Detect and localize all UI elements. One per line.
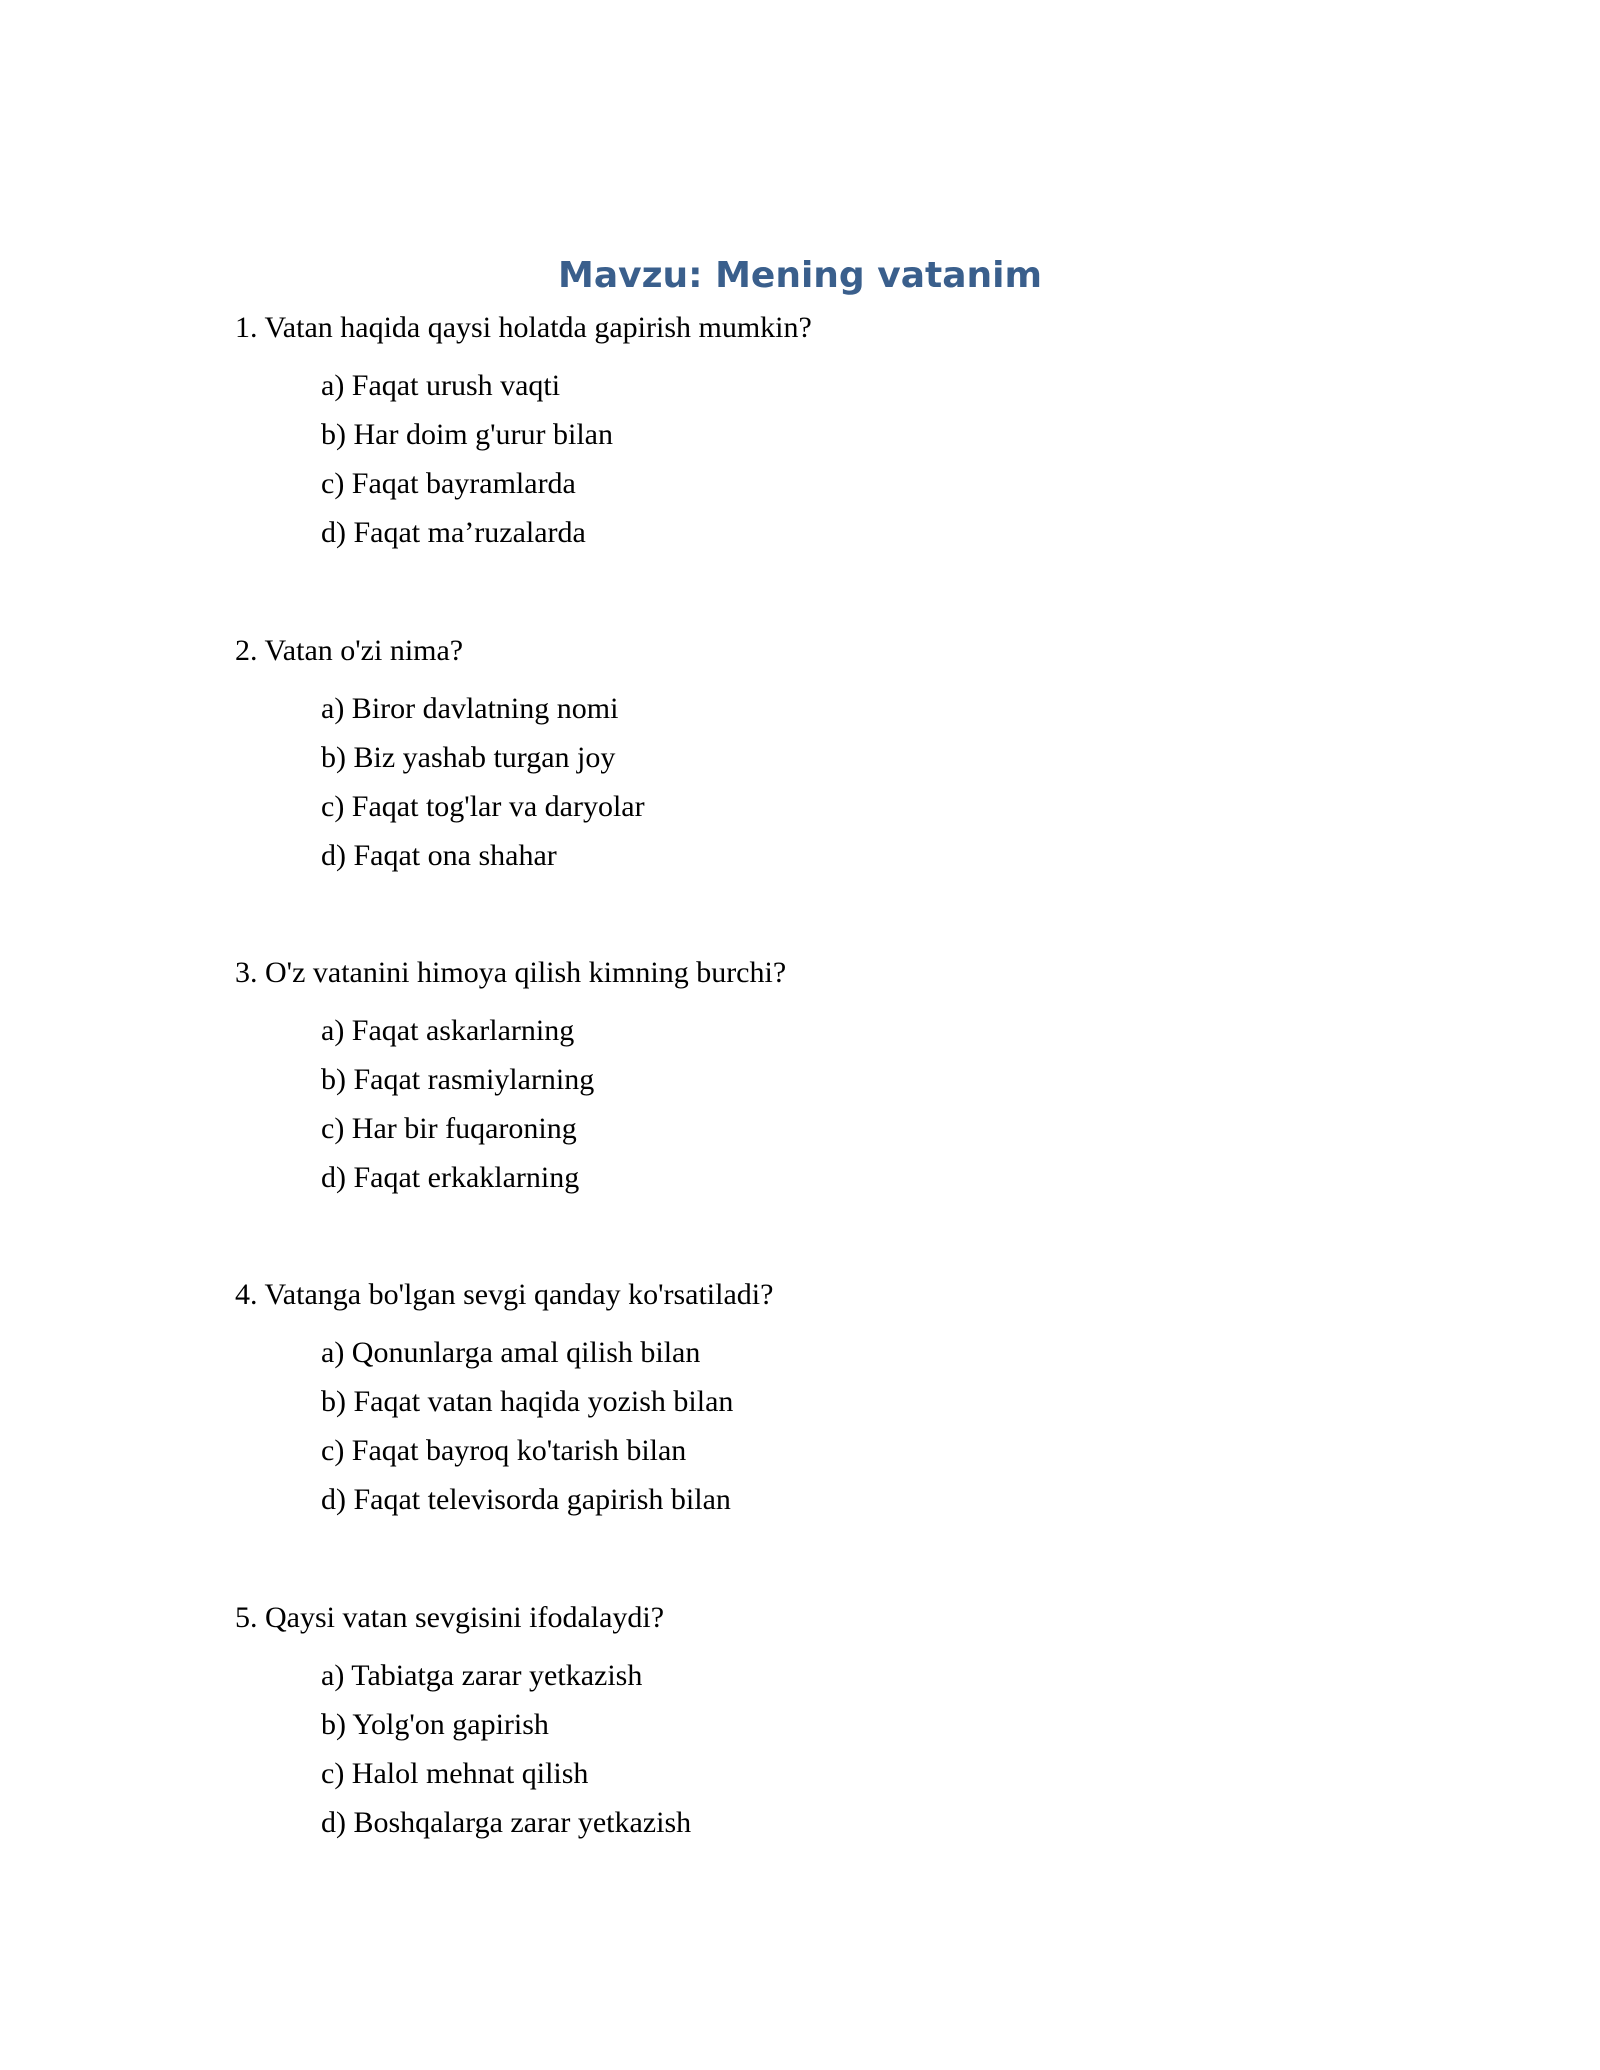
question-4 [235, 1275, 1435, 1529]
option-b: b) Faqat rasmiylarning [321, 1063, 595, 1096]
option-b: b) Faqat vatan haqida yozish bilan [321, 1385, 734, 1418]
question-text: 5. Qaysi vatan sevgisini ifodalaydi? [235, 1601, 665, 1634]
option-c: c) Halol mehnat qilish [321, 1757, 589, 1790]
question-text: 2. Vatan o'zi nima? [235, 634, 464, 667]
option-a: a) Faqat urush vaqti [321, 369, 561, 402]
option-d: d) Boshqalarga zarar yetkazish [321, 1806, 692, 1839]
question-1 [235, 308, 1435, 562]
option-b: b) Yolg'on gapirish [321, 1708, 549, 1741]
question-text: 4. Vatanga bo'lgan sevgi qanday ko'rsatiladi? [235, 1278, 774, 1311]
question-text: 1. Vatan haqida qaysi holatda gapirish mumkin? [235, 311, 812, 344]
option-d: d) Faqat ma’ruzalarda [321, 516, 586, 549]
options-list [235, 1333, 1435, 1520]
option-d: d) Faqat ona shahar [321, 839, 557, 872]
options-list [235, 1011, 1435, 1198]
option-a: a) Biror davlatning nomi [321, 692, 619, 725]
question-text: 3. O'z vatanini himoya qilish kimning burchi? [235, 956, 787, 989]
option-b: b) Har doim g'urur bilan [321, 418, 614, 451]
option-a: a) Qonunlarga amal qilish bilan [321, 1336, 701, 1369]
option-d: d) Faqat televisorda gapirish bilan [321, 1483, 731, 1516]
option-a: a) Tabiatga zarar yetkazish [321, 1659, 643, 1692]
option-a: a) Faqat askarlarning [321, 1014, 575, 1047]
options-list [235, 689, 1435, 876]
document-title: Mavzu: Mening vatanim [558, 255, 1042, 296]
options-list [235, 1656, 1435, 1843]
option-c: c) Faqat bayroq ko'tarish bilan [321, 1434, 687, 1467]
options-list [235, 366, 1435, 553]
option-d: d) Faqat erkaklarning [321, 1161, 580, 1194]
option-b: b) Biz yashab turgan joy [321, 741, 616, 774]
question-5 [235, 1598, 1435, 1852]
option-c: c) Har bir fuqaroning [321, 1112, 577, 1145]
question-2 [235, 631, 1435, 885]
option-c: c) Faqat bayramlarda [321, 467, 576, 500]
question-3 [235, 953, 1435, 1207]
option-c: c) Faqat tog'lar va daryolar [321, 790, 645, 823]
